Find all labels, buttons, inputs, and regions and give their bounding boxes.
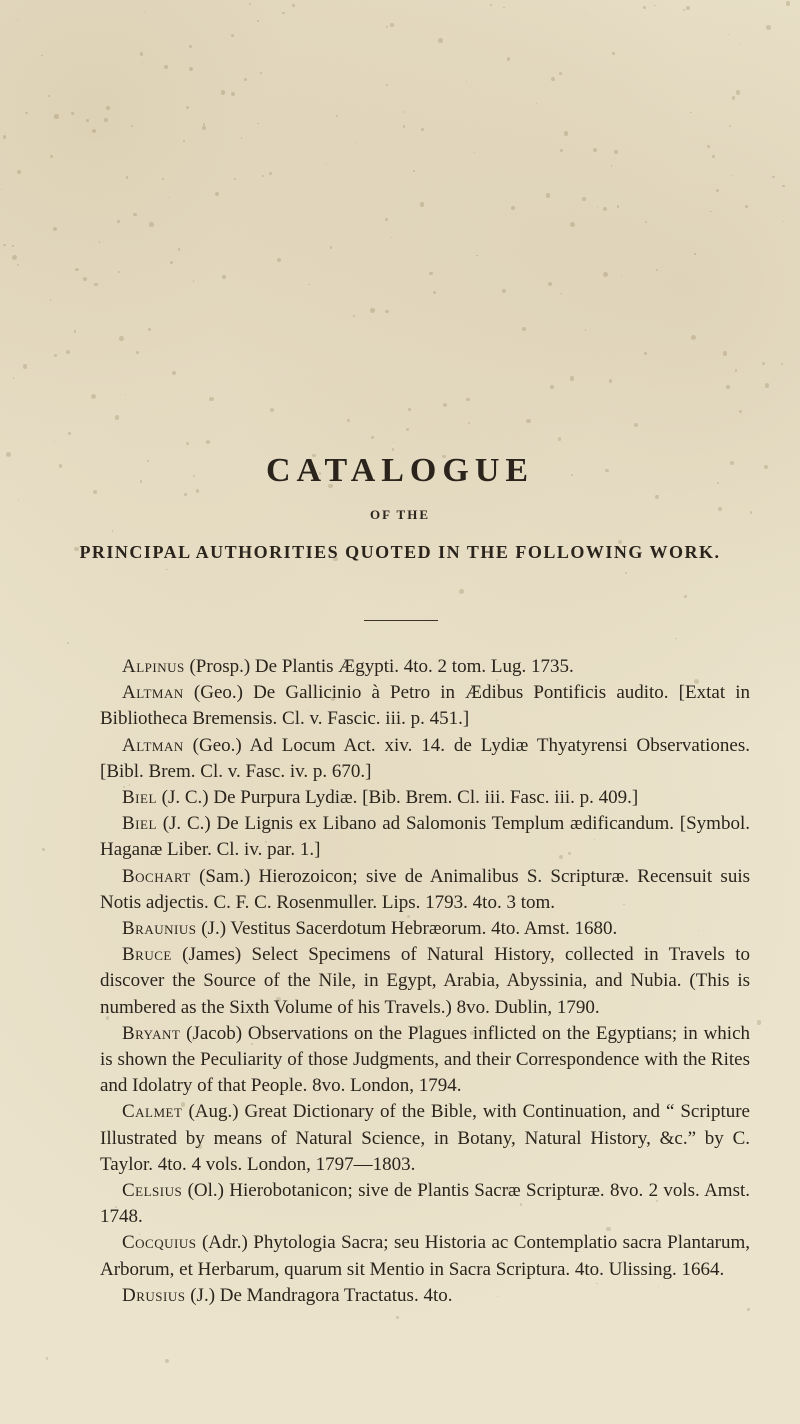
- entry-text: (James) Select Specimens of Natural History, collected in Travels to discover the Source of the Nile, in Egypt, Arabia, Abyssinia, and Nubia. (This is numbered as the Sixth Volume of his Travels.) 8vo. Dublin, 1790.: [100, 944, 751, 1018]
- author-name: Cocquius: [122, 1232, 197, 1254]
- author-name: Biel: [122, 787, 157, 809]
- foxing-spot: [142, 62, 143, 63]
- foxing-spot: [654, 5, 656, 7]
- author-name: Altman: [122, 682, 184, 704]
- foxing-spot: [728, 34, 729, 35]
- foxing-spot: [202, 126, 206, 130]
- foxing-spot: [41, 55, 43, 57]
- foxing-spot: [86, 119, 89, 122]
- foxing-spot: [370, 308, 375, 313]
- foxing-spot: [732, 175, 733, 176]
- foxing-spot: [643, 6, 646, 9]
- foxing-spot: [203, 123, 205, 125]
- foxing-spot: [781, 363, 783, 365]
- foxing-spot: [74, 330, 77, 333]
- foxing-spot: [149, 222, 154, 227]
- foxing-spot: [406, 428, 409, 431]
- foxing-spot: [3, 135, 6, 138]
- foxing-spot: [403, 125, 406, 128]
- foxing-spot: [551, 77, 555, 81]
- list-item: [100, 916, 750, 942]
- foxing-spot: [1, 189, 3, 191]
- foxing-spot: [385, 310, 388, 313]
- foxing-spot: [710, 211, 711, 212]
- author-name: Biel: [122, 813, 157, 835]
- foxing-spot: [403, 111, 405, 113]
- foxing-spot: [597, 207, 598, 208]
- foxing-spot: [353, 315, 354, 316]
- entry-text: (J.) De Mandragora Tractatus. 4to.: [190, 1284, 453, 1306]
- foxing-spot: [119, 336, 124, 341]
- foxing-spot: [83, 277, 88, 282]
- foxing-spot: [420, 202, 425, 207]
- foxing-spot: [189, 67, 194, 72]
- foxing-spot: [186, 442, 189, 445]
- list-item: [100, 1283, 750, 1309]
- entry-text: (J. C.) De Lignis ex Libano ad Salomonis Templum ædificandum. [Symbol. Haganæ Liber. Cl. iv. par. 1.]: [100, 813, 750, 861]
- entry-text: (Prosp.) De Plantis Ægypti. 4to. 2 tom. Lug. 1735.: [189, 656, 574, 677]
- foxing-spot: [443, 403, 447, 407]
- foxing-spot: [131, 125, 133, 127]
- foxing-spot: [558, 437, 562, 441]
- foxing-spot: [476, 255, 477, 256]
- foxing-spot: [282, 12, 284, 14]
- foxing-spot: [707, 145, 710, 148]
- foxing-spot: [390, 23, 394, 27]
- foxing-spot: [54, 114, 58, 118]
- foxing-spot: [71, 112, 74, 115]
- foxing-spot: [93, 490, 98, 495]
- foxing-spot: [140, 52, 144, 56]
- foxing-spot: [560, 149, 564, 153]
- foxing-spot: [17, 170, 21, 174]
- entry-text: (Ol.) Hierobotanicon; sive de Plantis Sacræ Scripturæ. 8vo. 2 vols. Amst. 1748.: [100, 1180, 750, 1228]
- foxing-spot: [736, 90, 740, 94]
- foxing-spot: [222, 275, 226, 279]
- list-item: [100, 654, 750, 680]
- divider-rule: [364, 620, 438, 621]
- foxing-spot: [189, 45, 192, 48]
- foxing-spot: [75, 268, 79, 272]
- foxing-spot: [162, 178, 163, 179]
- foxing-spot: [249, 3, 251, 5]
- foxing-spot: [586, 14, 587, 15]
- foxing-spot: [104, 118, 108, 122]
- entry-list: [100, 654, 750, 1309]
- author-name: Drusius: [122, 1284, 186, 1306]
- foxing-spot: [550, 385, 554, 389]
- list-item: [100, 811, 750, 863]
- foxing-spot: [609, 379, 612, 382]
- foxing-spot: [716, 189, 719, 192]
- foxing-spot: [42, 848, 45, 851]
- foxing-spot: [115, 415, 119, 419]
- foxing-spot: [133, 213, 137, 217]
- foxing-spot: [765, 383, 769, 387]
- foxing-spot: [221, 90, 225, 94]
- foxing-spot: [690, 112, 691, 113]
- foxing-spot: [502, 289, 506, 293]
- list-item: [100, 1021, 750, 1100]
- foxing-spot: [564, 131, 569, 136]
- foxing-spot: [136, 351, 139, 354]
- foxing-spot: [522, 327, 526, 331]
- foxing-spot: [12, 245, 13, 246]
- foxing-spot: [745, 205, 748, 208]
- foxing-spot: [148, 328, 151, 331]
- foxing-spot: [231, 34, 234, 37]
- foxing-spot: [277, 258, 281, 262]
- entry-text: (Sam.) Hierozoicon; sive de Animalibus S. Scripturæ. Recensuit suis Notis adjectis. C. F. C. Rosenmuller. Lips. 1793. 4to. 3 tom.: [100, 865, 751, 913]
- foxing-spot: [308, 284, 309, 285]
- foxing-spot: [50, 299, 51, 300]
- foxing-spot: [165, 1359, 169, 1363]
- foxing-spot: [244, 78, 247, 81]
- foxing-spot: [386, 26, 388, 28]
- foxing-spot: [54, 354, 57, 357]
- list-item: [100, 785, 750, 811]
- foxing-spot: [560, 293, 562, 295]
- foxing-spot: [625, 572, 628, 575]
- foxing-spot: [106, 106, 110, 110]
- foxing-spot: [356, 142, 357, 143]
- entry-text: (Geo.) Ad Locum Act. xiv. 14. de Lydiæ Thyatyrensi Observationes. [Bibl. Brem. Cl. v. Fasc. iv. p. 670.]: [100, 734, 750, 782]
- foxing-spot: [614, 150, 618, 154]
- foxing-spot: [691, 335, 696, 340]
- foxing-spot: [621, 275, 622, 276]
- foxing-spot: [241, 137, 242, 138]
- foxing-spot: [438, 38, 443, 43]
- foxing-spot: [466, 81, 467, 82]
- foxing-spot: [548, 282, 552, 286]
- foxing-spot: [783, 221, 784, 222]
- foxing-spot: [183, 140, 185, 142]
- foxing-spot: [490, 4, 492, 6]
- catalogue-title: CATALOGUE: [265, 452, 535, 489]
- of-the-line: OF THE: [369, 507, 431, 522]
- foxing-spot: [459, 589, 464, 594]
- foxing-spot: [413, 170, 415, 172]
- author-name: Bruce: [122, 944, 172, 966]
- foxing-spot: [385, 218, 388, 221]
- foxing-spot: [54, 441, 55, 442]
- entry-text: (Aug.) Great Dictionary of the Bible, with Continuation, and “ Scripture Illustrated by means of Natural Science, in Botany, Natural History, &c.” by C. Taylor. 4to. 4 vols. London, 1797—1803.: [100, 1101, 750, 1175]
- foxing-spot: [186, 106, 189, 109]
- foxing-spot: [209, 397, 214, 402]
- foxing-spot: [326, 164, 327, 165]
- foxing-spot: [645, 221, 647, 223]
- foxing-spot: [67, 642, 69, 644]
- foxing-spot: [25, 112, 28, 115]
- foxing-spot: [396, 1316, 399, 1319]
- list-item: [100, 1099, 750, 1178]
- foxing-spot: [683, 9, 685, 11]
- foxing-spot: [206, 440, 210, 444]
- foxing-spot: [603, 272, 608, 277]
- foxing-spot: [336, 115, 338, 117]
- entry-text: (Geo.) De Gallicinio à Petro in Ædibus Pontificis audito. [Extat in Bibliotheca Bremensis. Cl. v. Fascic. iii. p. 451.]: [100, 682, 751, 730]
- foxing-spot: [66, 350, 70, 354]
- foxing-spot: [126, 176, 128, 178]
- foxing-spot: [570, 376, 575, 381]
- list-item: [100, 1178, 750, 1230]
- list-item: [100, 1230, 750, 1282]
- foxing-spot: [260, 72, 262, 74]
- foxing-spot: [723, 351, 727, 355]
- author-name: Bochart: [122, 865, 191, 887]
- foxing-spot: [585, 329, 587, 331]
- foxing-spot: [117, 220, 120, 223]
- foxing-spot: [675, 638, 676, 639]
- foxing-spot: [593, 148, 597, 152]
- foxing-spot: [421, 128, 424, 131]
- foxing-spot: [94, 283, 97, 286]
- foxing-spot: [468, 422, 470, 424]
- author-name: Braunius: [122, 918, 197, 940]
- foxing-spot: [655, 495, 659, 499]
- foxing-spot: [732, 96, 736, 100]
- foxing-spot: [50, 155, 53, 158]
- foxing-spot: [231, 92, 235, 96]
- foxing-spot: [92, 129, 96, 133]
- foxing-spot: [112, 530, 113, 531]
- foxing-spot: [735, 369, 737, 371]
- foxing-spot: [386, 84, 388, 86]
- list-item: [100, 942, 750, 1021]
- foxing-spot: [782, 185, 785, 188]
- foxing-spot: [292, 4, 295, 7]
- foxing-spot: [712, 155, 715, 158]
- foxing-spot: [257, 20, 259, 22]
- foxing-spot: [408, 408, 411, 411]
- foxing-spot: [215, 192, 219, 196]
- foxing-spot: [570, 222, 575, 227]
- author-name: Alpinus: [122, 656, 185, 677]
- foxing-spot: [193, 280, 194, 281]
- foxing-spot: [611, 165, 613, 167]
- foxing-spot: [393, 442, 394, 443]
- foxing-spot: [17, 19, 18, 20]
- foxing-spot: [582, 197, 586, 201]
- foxing-spot: [48, 95, 50, 97]
- foxing-spot: [46, 1357, 48, 1359]
- foxing-spot: [739, 410, 742, 413]
- foxing-spot: [762, 362, 765, 365]
- foxing-spot: [536, 103, 537, 104]
- foxing-spot: [559, 72, 563, 76]
- foxing-spot: [118, 271, 120, 273]
- author-name: Bryant: [122, 1022, 181, 1044]
- foxing-spot: [546, 193, 551, 198]
- foxing-spot: [617, 205, 619, 207]
- foxing-spot: [684, 595, 687, 598]
- foxing-spot: [757, 1020, 762, 1025]
- foxing-spot: [740, 43, 741, 44]
- entry-text: (Jacob) Observations on the Plagues inflicted on the Egyptians; in which is shown the Peculiarity of those Judgments, and their Correspondence with the Rites and Idolatry of that People. 8vo. London, 1794.: [100, 1022, 751, 1097]
- foxing-spot: [172, 371, 176, 375]
- foxing-spot: [166, 569, 167, 570]
- foxing-spot: [766, 25, 771, 30]
- foxing-spot: [23, 364, 27, 368]
- foxing-spot: [164, 65, 168, 69]
- foxing-spot: [726, 385, 730, 389]
- author-name: Celsius: [122, 1180, 183, 1202]
- entry-text: (J. C.) De Purpura Lydiæ. [Bib. Brem. Cl. iii. Fasc. iii. p. 409.]: [161, 787, 639, 809]
- foxing-spot: [257, 123, 258, 124]
- foxing-spot: [68, 432, 71, 435]
- foxing-spot: [392, 448, 395, 451]
- foxing-spot: [125, 394, 126, 395]
- entry-text: (Adr.) Phytologia Sacra; seu Historia ac Contemplatio sacra Plantarum, Arborum, et Herbarum, quarum sit Mentio in Sacra Scriptura. 4to. Ulissing. 1664.: [100, 1232, 751, 1280]
- foxing-spot: [17, 264, 19, 266]
- foxing-spot: [347, 419, 350, 422]
- foxing-spot: [694, 253, 695, 254]
- entry-text: (J.) Vestitus Sacerdotum Hebræorum. 4to. Amst. 1680.: [201, 918, 618, 940]
- foxing-spot: [91, 394, 96, 399]
- foxing-spot: [18, 499, 19, 500]
- foxing-spot: [234, 178, 236, 180]
- foxing-spot: [644, 352, 647, 355]
- list-item: [100, 733, 750, 785]
- foxing-spot: [429, 272, 433, 276]
- foxing-spot: [729, 125, 731, 127]
- foxing-spot: [433, 291, 436, 294]
- foxing-spot: [168, 197, 169, 198]
- foxing-spot: [12, 255, 17, 260]
- foxing-spot: [170, 261, 173, 264]
- foxing-spot: [507, 57, 510, 60]
- foxing-spot: [371, 436, 374, 439]
- foxing-spot: [262, 175, 264, 177]
- foxing-spot: [686, 6, 690, 10]
- foxing-spot: [270, 408, 274, 412]
- list-item: [100, 864, 750, 916]
- foxing-spot: [474, 152, 475, 153]
- foxing-spot: [99, 241, 100, 242]
- foxing-spot: [511, 206, 515, 210]
- foxing-spot: [184, 493, 187, 496]
- foxing-spot: [612, 52, 615, 55]
- list-item: [100, 680, 750, 732]
- foxing-spot: [526, 419, 531, 424]
- foxing-spot: [330, 246, 332, 248]
- author-name: Calmet: [122, 1101, 183, 1123]
- foxing-spot: [656, 269, 658, 271]
- foxing-spot: [503, 7, 504, 8]
- foxing-spot: [144, 11, 145, 12]
- foxing-spot: [3, 244, 6, 247]
- foxing-spot: [269, 172, 272, 175]
- foxing-spot: [772, 176, 774, 178]
- foxing-spot: [466, 398, 469, 401]
- catalogue-subtitle: PRINCIPAL AUTHORITIES QUOTED IN THE FOLLOWING WORK.: [79, 542, 721, 562]
- foxing-spot: [178, 248, 181, 251]
- foxing-spot: [13, 377, 14, 378]
- foxing-spot: [391, 237, 392, 238]
- foxing-spot: [603, 207, 607, 211]
- author-name: Altman: [122, 734, 184, 756]
- foxing-spot: [634, 423, 638, 427]
- foxing-spot: [786, 1, 790, 5]
- foxing-spot: [53, 227, 57, 231]
